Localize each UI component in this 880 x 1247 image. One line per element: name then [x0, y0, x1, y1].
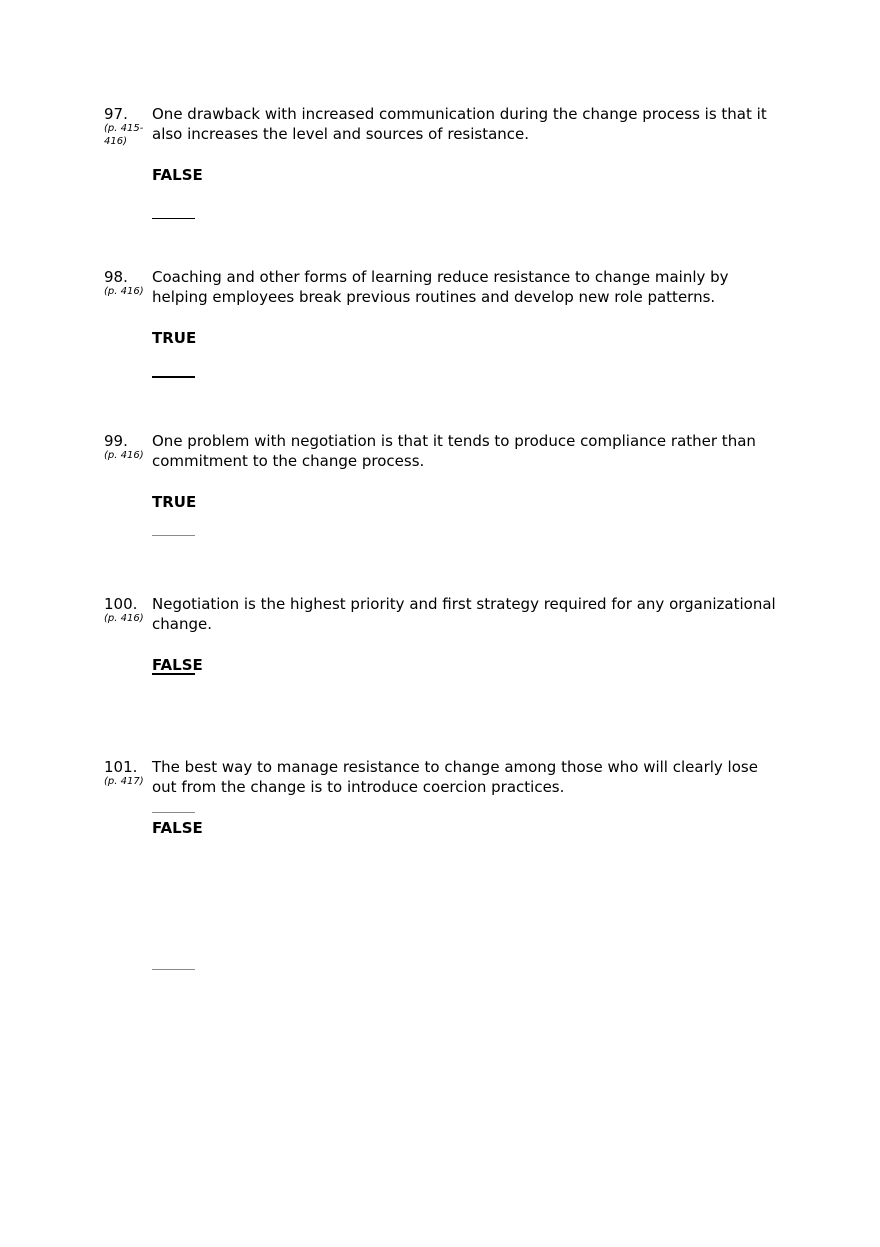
answer-label: FALSE	[152, 819, 203, 837]
question-number: 101.	[104, 758, 138, 776]
question-text-line: commitment to the change process.	[152, 452, 425, 470]
question-text-line: Coaching and other forms of learning reduce resistance to change mainly by	[152, 268, 729, 286]
answer-rule	[152, 218, 195, 219]
page-reference	[104, 449, 150, 462]
page-reference-line: 416)	[104, 136, 127, 147]
answer-label: FALSE	[152, 166, 203, 184]
question-number: 99.	[104, 432, 128, 450]
question-text-line: also increases the level and sources of resistance.	[152, 125, 530, 143]
answer-label: TRUE	[152, 493, 197, 511]
page-reference	[104, 285, 150, 298]
question-text	[152, 757, 792, 797]
answer-rule	[152, 673, 195, 675]
answer-rule	[152, 969, 195, 970]
question-text-line: helping employees break previous routines and develop new role patterns.	[152, 288, 716, 306]
question-text-line: The best way to manage resistance to change among those who will clearly lose	[152, 758, 758, 776]
question-text	[152, 104, 792, 144]
answer-rule	[152, 812, 195, 813]
page-reference-line: (p. 416)	[104, 613, 144, 624]
page-reference-line: (p. 416)	[104, 286, 144, 297]
page-reference-line: (p. 416)	[104, 450, 144, 461]
answer-rule	[152, 376, 195, 378]
question-number: 100.	[104, 595, 138, 613]
page-reference-line: (p. 417)	[104, 776, 144, 787]
answer-rule	[152, 535, 195, 536]
page-reference-line: (p. 415-	[104, 123, 144, 134]
question-number: 97.	[104, 105, 128, 123]
question-text-line: out from the change is to introduce coercion practices.	[152, 778, 565, 796]
question-text	[152, 594, 792, 634]
question-text-line: One problem with negotiation is that it tends to produce compliance rather than	[152, 432, 756, 450]
question-text	[152, 431, 792, 471]
answer-label: TRUE	[152, 329, 197, 347]
question-text-line: change.	[152, 615, 212, 633]
question-text-line: Negotiation is the highest priority and first strategy required for any organizational	[152, 595, 776, 613]
page-reference	[104, 122, 150, 148]
question-text-line: One drawback with increased communication during the change process is that it	[152, 105, 767, 123]
answer-label: FALSE	[152, 656, 203, 674]
question-number: 98.	[104, 268, 128, 286]
question-text	[152, 267, 792, 307]
page-reference	[104, 612, 150, 625]
page-reference	[104, 775, 150, 788]
